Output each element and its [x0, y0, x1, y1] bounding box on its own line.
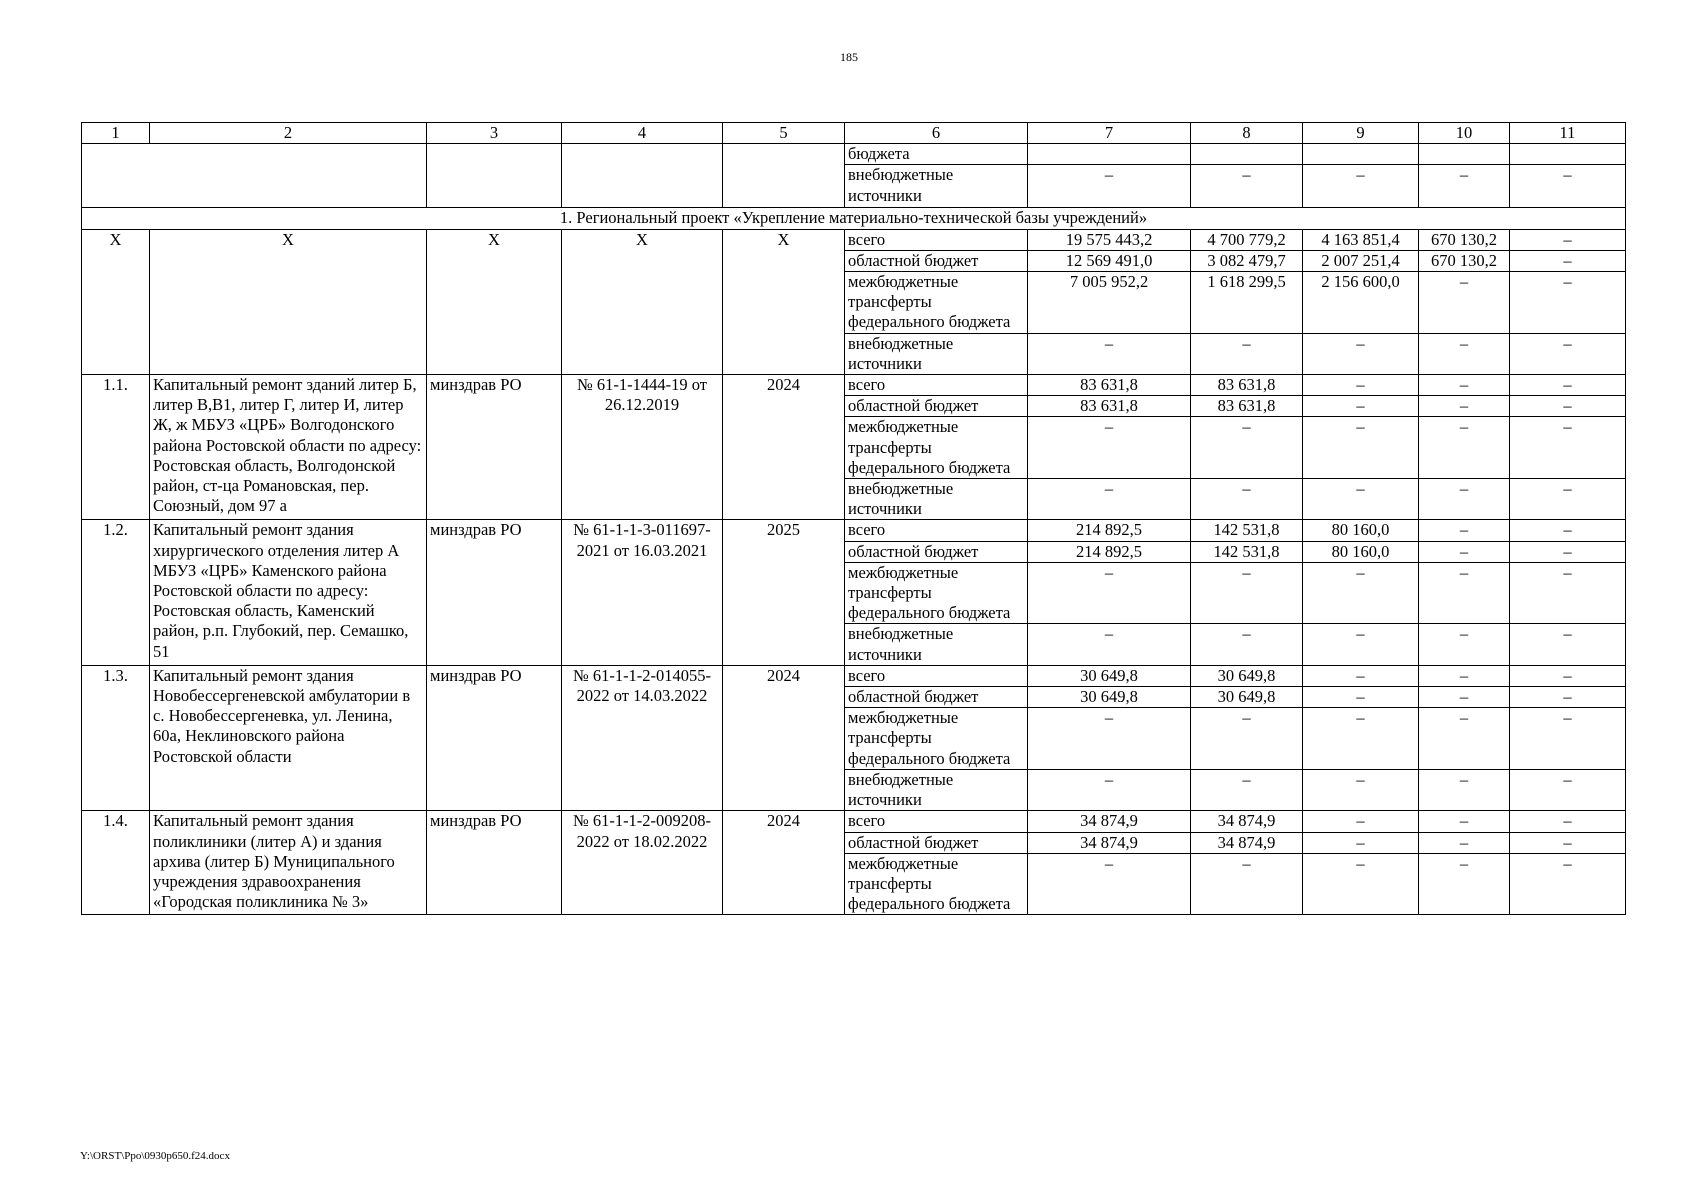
customer: минздрав РО: [427, 375, 562, 520]
amount-cell: 214 892,5: [1028, 541, 1191, 562]
section-title: 1. Региональный проект «Укрепление материально-технической базы учреждений»: [82, 208, 1626, 229]
amount-cell: –: [1510, 375, 1626, 396]
amount-cell: 214 892,5: [1028, 520, 1191, 541]
amount-cell: –: [1419, 687, 1510, 708]
amount-cell: 83 631,8: [1191, 375, 1303, 396]
file-path: Y:\ORST\Ppo\0930p650.f24.docx: [80, 1150, 230, 1162]
amount-cell: –: [1510, 479, 1626, 520]
amount-cell: –: [1028, 708, 1191, 770]
empty-cell: [1510, 144, 1626, 165]
column-number: 6: [845, 123, 1028, 144]
amount-cell: –: [1419, 520, 1510, 541]
amount-cell: 2 007 251,4: [1303, 250, 1419, 271]
amount-cell: –: [1419, 769, 1510, 810]
column-number: 8: [1191, 123, 1303, 144]
budget-table: [81, 122, 1626, 915]
column-number: 4: [562, 123, 723, 144]
amount-cell: 7 005 952,2: [1028, 272, 1191, 334]
column-number: 9: [1303, 123, 1419, 144]
item-number: 1.3.: [82, 665, 150, 810]
amount-cell: 30 649,8: [1191, 687, 1303, 708]
funding-source-label: межбюджетные трансферты федерального бюджета: [845, 853, 1028, 915]
completion-year: 2024: [723, 665, 845, 810]
amount-cell: –: [1191, 479, 1303, 520]
funding-source-label: бюджета: [845, 144, 1028, 165]
column-number: 5: [723, 123, 845, 144]
funding-source-label: внебюджетные источники: [845, 165, 1028, 208]
amount-cell: 1 618 299,5: [1191, 272, 1303, 334]
customer: минздрав РО: [427, 811, 562, 915]
amount-cell: 142 531,8: [1191, 520, 1303, 541]
x-mark: Х: [82, 229, 150, 374]
amount-cell: –: [1191, 769, 1303, 810]
funding-source-label: межбюджетные трансферты федерального бюджета: [845, 272, 1028, 334]
amount-cell: 670 130,2: [1419, 250, 1510, 271]
amount-cell: –: [1303, 769, 1419, 810]
amount-cell: 34 874,9: [1028, 832, 1191, 853]
amount-cell: –: [1028, 769, 1191, 810]
amount-cell: –: [1419, 479, 1510, 520]
column-number: 1: [82, 123, 150, 144]
amount-cell: –: [1510, 769, 1626, 810]
x-mark: Х: [150, 229, 427, 374]
permit-document: № 61-1-1444-19 от 26.12.2019: [562, 375, 723, 520]
amount-cell: –: [1510, 853, 1626, 915]
amount-cell: –: [1191, 165, 1303, 208]
x-mark: Х: [723, 229, 845, 374]
amount-cell: –: [1510, 250, 1626, 271]
amount-cell: –: [1510, 687, 1626, 708]
object-name: Капитальный ремонт здания поликлиники (литер А) и здания архива (литер Б) Муниципального учреждения здравоохранения «Городская поликлиника № 3»: [150, 811, 427, 915]
amount-cell: 12 569 491,0: [1028, 250, 1191, 271]
amount-cell: –: [1028, 562, 1191, 624]
permit-document: № 61-1-1-2-014055-2022 от 14.03.2022: [562, 665, 723, 810]
object-name: Капитальный ремонт зданий литер Б, литер В,В1, литер Г, литер И, литер Ж, ж МБУЗ «ЦРБ» Волгодонского района Ростовской области по адресу: Ростовская область, Волгодонской район, ст-ца Романовская, пер. Союзный, дом 97 а: [150, 375, 427, 520]
amount-cell: 3 082 479,7: [1191, 250, 1303, 271]
amount-cell: –: [1028, 853, 1191, 915]
amount-cell: –: [1028, 333, 1191, 374]
amount-cell: 4 700 779,2: [1191, 229, 1303, 250]
section-row: [82, 208, 1626, 229]
item-total-row: [82, 375, 1626, 396]
item-number: 1.2.: [82, 520, 150, 665]
amount-cell: 670 130,2: [1419, 229, 1510, 250]
funding-source-label: внебюджетные источники: [845, 479, 1028, 520]
funding-source-label: областной бюджет: [845, 396, 1028, 417]
amount-cell: –: [1419, 708, 1510, 770]
funding-source-label: межбюджетные трансферты федерального бюджета: [845, 417, 1028, 479]
amount-cell: –: [1510, 417, 1626, 479]
page-number: 185: [840, 50, 858, 64]
amount-cell: –: [1303, 811, 1419, 832]
amount-cell: –: [1419, 165, 1510, 208]
funding-source-label: областной бюджет: [845, 832, 1028, 853]
amount-cell: –: [1510, 624, 1626, 665]
amount-cell: –: [1419, 375, 1510, 396]
amount-cell: 83 631,8: [1028, 396, 1191, 417]
column-number: 11: [1510, 123, 1626, 144]
funding-source-label: межбюджетные трансферты федерального бюджета: [845, 562, 1028, 624]
amount-cell: –: [1419, 396, 1510, 417]
item-number: 1.4.: [82, 811, 150, 915]
amount-cell: –: [1419, 811, 1510, 832]
amount-cell: –: [1510, 708, 1626, 770]
empty-cell: [723, 144, 845, 208]
column-number: 10: [1419, 123, 1510, 144]
amount-cell: –: [1303, 333, 1419, 374]
amount-cell: –: [1191, 853, 1303, 915]
amount-cell: 83 631,8: [1028, 375, 1191, 396]
funding-source-label: внебюджетные источники: [845, 624, 1028, 665]
amount-cell: 19 575 443,2: [1028, 229, 1191, 250]
amount-cell: –: [1419, 624, 1510, 665]
empty-cell: [1191, 144, 1303, 165]
item-total-row: [82, 520, 1626, 541]
funding-source-label: всего: [845, 229, 1028, 250]
object-name: Капитальный ремонт здания хирургического отделения литер А МБУЗ «ЦРБ» Каменского района Ростовской области по адресу: Ростовская область, Каменский район, р.п. Глубокий, пер. Семашко, 51: [150, 520, 427, 665]
amount-cell: –: [1510, 272, 1626, 334]
amount-cell: 34 874,9: [1191, 832, 1303, 853]
funding-source-label: областной бюджет: [845, 250, 1028, 271]
column-number: 7: [1028, 123, 1191, 144]
amount-cell: –: [1510, 562, 1626, 624]
amount-cell: –: [1303, 624, 1419, 665]
amount-cell: –: [1303, 562, 1419, 624]
item-total-row: [82, 811, 1626, 832]
empty-cell: [1303, 144, 1419, 165]
amount-cell: –: [1419, 333, 1510, 374]
amount-cell: 80 160,0: [1303, 541, 1419, 562]
permit-document: № 61-1-1-2-009208-2022 от 18.02.2022: [562, 811, 723, 915]
amount-cell: –: [1303, 165, 1419, 208]
funding-source-label: всего: [845, 375, 1028, 396]
amount-cell: –: [1028, 479, 1191, 520]
amount-cell: –: [1510, 396, 1626, 417]
amount-cell: –: [1510, 333, 1626, 374]
amount-cell: 34 874,9: [1191, 811, 1303, 832]
continuation-row: [82, 144, 1626, 165]
amount-cell: 30 649,8: [1028, 665, 1191, 686]
amount-cell: –: [1419, 562, 1510, 624]
completion-year: 2024: [723, 375, 845, 520]
amount-cell: –: [1510, 832, 1626, 853]
amount-cell: 2 156 600,0: [1303, 272, 1419, 334]
completion-year: 2025: [723, 520, 845, 665]
amount-cell: –: [1303, 832, 1419, 853]
amount-cell: –: [1303, 687, 1419, 708]
funding-source-label: областной бюджет: [845, 541, 1028, 562]
permit-document: № 61-1-1-3-011697-2021 от 16.03.2021: [562, 520, 723, 665]
amount-cell: –: [1191, 417, 1303, 479]
customer: минздрав РО: [427, 520, 562, 665]
amount-cell: 80 160,0: [1303, 520, 1419, 541]
amount-cell: –: [1510, 541, 1626, 562]
funding-source-label: внебюджетные источники: [845, 333, 1028, 374]
amount-cell: –: [1510, 520, 1626, 541]
column-number: 2: [150, 123, 427, 144]
funding-source-label: внебюджетные источники: [845, 769, 1028, 810]
amount-cell: –: [1303, 665, 1419, 686]
amount-cell: –: [1303, 417, 1419, 479]
amount-cell: –: [1419, 665, 1510, 686]
empty-cell: [1419, 144, 1510, 165]
funding-source-label: всего: [845, 665, 1028, 686]
amount-cell: –: [1419, 541, 1510, 562]
amount-cell: –: [1028, 417, 1191, 479]
funding-source-label: областной бюджет: [845, 687, 1028, 708]
amount-cell: –: [1303, 708, 1419, 770]
amount-cell: –: [1510, 165, 1626, 208]
empty-cell: [82, 144, 427, 208]
amount-cell: –: [1191, 562, 1303, 624]
item-total-row: [82, 665, 1626, 686]
amount-cell: –: [1510, 811, 1626, 832]
amount-cell: 142 531,8: [1191, 541, 1303, 562]
completion-year: 2024: [723, 811, 845, 915]
amount-cell: –: [1028, 165, 1191, 208]
amount-cell: –: [1303, 396, 1419, 417]
object-name: Капитальный ремонт здания Новобессергеневской амбулатории в с. Новобессергеневка, ул. Ленина, 60а, Неклиновского района Ростовской области: [150, 665, 427, 810]
amount-cell: 4 163 851,4: [1303, 229, 1419, 250]
column-number: 3: [427, 123, 562, 144]
amount-cell: 34 874,9: [1028, 811, 1191, 832]
funding-source-label: всего: [845, 811, 1028, 832]
amount-cell: –: [1191, 708, 1303, 770]
column-number-row: [82, 123, 1626, 144]
amount-cell: –: [1028, 624, 1191, 665]
amount-cell: –: [1419, 853, 1510, 915]
empty-cell: [562, 144, 723, 208]
amount-cell: –: [1419, 272, 1510, 334]
funding-source-label: всего: [845, 520, 1028, 541]
x-mark: Х: [562, 229, 723, 374]
amount-cell: –: [1191, 333, 1303, 374]
amount-cell: 30 649,8: [1028, 687, 1191, 708]
empty-cell: [1028, 144, 1191, 165]
amount-cell: –: [1419, 417, 1510, 479]
empty-cell: [427, 144, 562, 208]
amount-cell: –: [1303, 853, 1419, 915]
amount-cell: –: [1191, 624, 1303, 665]
amount-cell: –: [1510, 665, 1626, 686]
amount-cell: –: [1510, 229, 1626, 250]
customer: минздрав РО: [427, 665, 562, 810]
funding-source-label: межбюджетные трансферты федерального бюджета: [845, 708, 1028, 770]
item-number: 1.1.: [82, 375, 150, 520]
section-total-row: [82, 229, 1626, 250]
x-mark: Х: [427, 229, 562, 374]
amount-cell: 83 631,8: [1191, 396, 1303, 417]
amount-cell: –: [1419, 832, 1510, 853]
amount-cell: –: [1303, 479, 1419, 520]
amount-cell: 30 649,8: [1191, 665, 1303, 686]
amount-cell: –: [1303, 375, 1419, 396]
